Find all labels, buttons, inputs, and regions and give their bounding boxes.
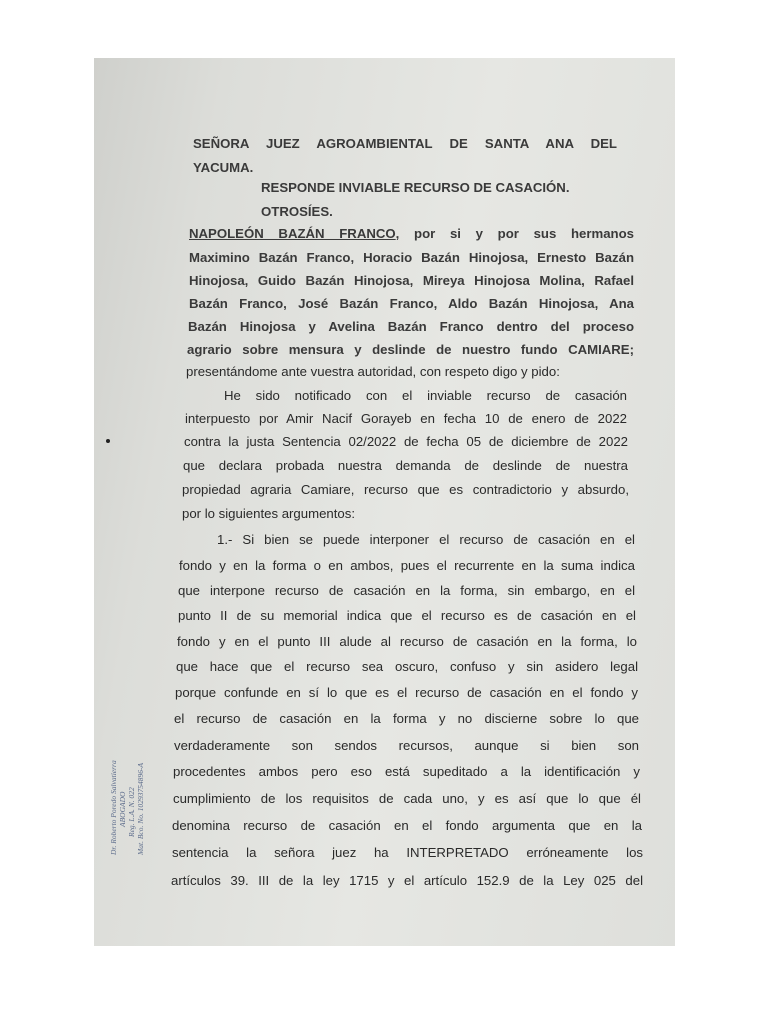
stamp-line-2: ABOGADO [118, 791, 127, 827]
subject-line-2: OTROSÍES. [261, 204, 333, 219]
body-line: por lo siguientes argumentos: [182, 506, 356, 521]
intro-line [189, 226, 634, 242]
body-line: denomina recurso de casación en el fondo argumenta que en la [172, 818, 642, 833]
body-line: agrario sobre mensura y deslinde de nuestro fundo CAMIARE; [187, 342, 634, 357]
body-line: contra la justa Sentencia 02/2022 de fecha 05 de diciembre de 2022 [184, 434, 628, 449]
body-line: artículos 39. III de la ley 1715 y el artículo 152.9 de la Ley 025 del [171, 873, 643, 888]
body-line: punto II de su memorial indica que el recurso es de casación en el [178, 608, 636, 623]
body-line: que interpone recurso de casación en la forma, sin embargo, en el [178, 583, 635, 598]
document-page [94, 58, 675, 946]
body-line: verdaderamente son sendos recursos, aunque si bien son [174, 738, 639, 753]
body-line: que declara probada nuestra demanda de deslinde de nuestra [183, 458, 628, 473]
lawyer-stamp [109, 735, 171, 855]
body-line: cumplimiento de los requisitos de cada uno, y es así que lo que él [173, 791, 641, 806]
body-line: Bazán Franco, José Bazán Franco, Aldo Bazán Hinojosa, Ana [189, 296, 634, 311]
body-line: Maximino Bazán Franco, Horacio Bazán Hinojosa, Ernesto Bazán [189, 250, 634, 265]
stamp-line-3: Reg. L.A. N. 022 [127, 787, 136, 837]
addressee-line-1: SEÑORA JUEZ AGROAMBIENTAL DE SANTA ANA DEL [193, 136, 617, 151]
petitioner-name: NAPOLEÓN BAZÁN FRANCO [189, 226, 396, 241]
margin-mark [106, 439, 110, 443]
body-line: el recurso de casación en la forma y no discierne sobre lo que [174, 711, 639, 726]
body-line: 1.- Si bien se puede interponer el recurso de casación en el [217, 532, 635, 547]
body-line: Hinojosa, Guido Bazán Hinojosa, Mireya Hinojosa Molina, Rafael [189, 273, 634, 288]
subject-line-1: RESPONDE INVIABLE RECURSO DE CASACIÓN. [261, 180, 570, 195]
body-line: interpuesto por Amir Nacif Gorayeb en fecha 10 de enero de 2022 [185, 411, 627, 426]
body-line: propiedad agraria Camiare, recurso que es contradictorio y absurdo, [182, 482, 629, 497]
stamp-line-1: Dr. Roberto Poredo Salvatierra [109, 760, 118, 855]
body-line: fondo y en la forma o en ambos, pues el recurrente en la suma indica [179, 558, 635, 573]
body-line: Bazán Hinojosa y Avelina Bazán Franco dentro del proceso [188, 319, 634, 334]
body-line: sentencia la señora juez ha INTERPRETADO erróneamente los [172, 845, 643, 860]
body-line: que hace que el recurso sea oscuro, confuso y sin asidero legal [176, 659, 638, 674]
body-line: procedentes ambos pero eso está supeditado a la identificación y [173, 764, 640, 779]
body-line: porque confunde en sí lo que es el recurso de casación en el fondo y [175, 685, 638, 700]
intro-rest: , por si y por sus hermanos [395, 226, 635, 241]
body-line: fondo y en el punto III alude al recurso de casación en la forma, lo [177, 634, 637, 649]
body-line: He sido notificado con el inviable recurso de casación [224, 388, 627, 403]
stamp-line-4: Mat. Bco. No. 10293754896-A [136, 762, 145, 855]
body-line: presentándome ante vuestra autoridad, con respeto digo y pido: [186, 364, 560, 379]
addressee-line-2: YACUMA. [193, 160, 254, 175]
